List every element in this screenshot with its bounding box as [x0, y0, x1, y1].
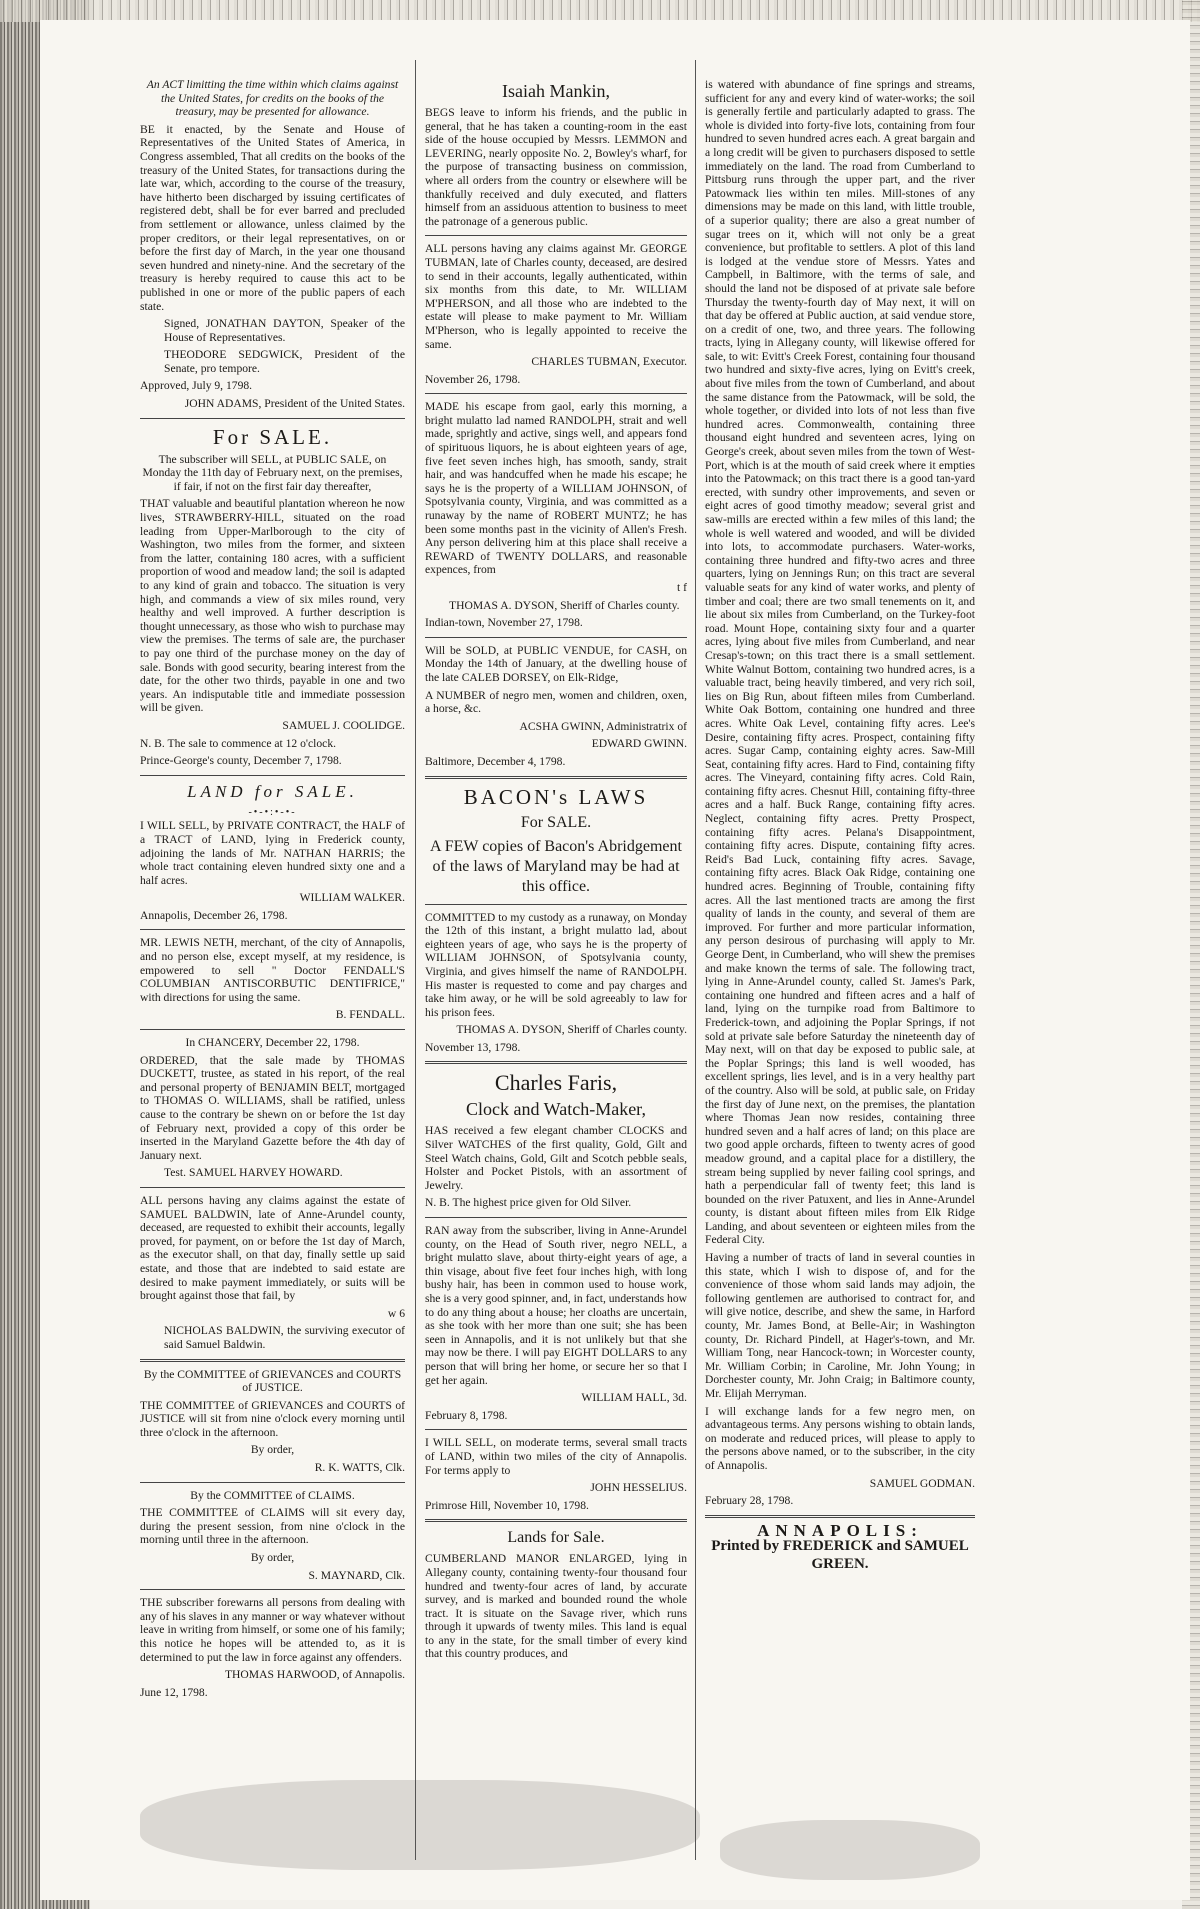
ad-signature: JOHN HESSELIUS.: [590, 1481, 687, 1495]
divider: [705, 1515, 975, 1518]
dentifrice-ad: [140, 936, 405, 1022]
divider: [140, 929, 405, 930]
ad-order: By order,: [250, 1551, 295, 1565]
scan-smudge: [720, 1820, 980, 1880]
ad-signature: S. MAYNARD, Clk.: [308, 1568, 405, 1582]
ad-date: November 13, 1798.: [425, 1040, 521, 1054]
ad-body: I WILL SELL, on moderate terms, several small tracts of LAND, within two miles of the city of Annapolis. For terms apply to: [425, 1436, 687, 1477]
tubman-estate-notice: [425, 242, 687, 386]
ad-date: Baltimore, December 4, 1798.: [425, 754, 566, 768]
ad-heading: Lands for Sale.: [507, 1529, 605, 1547]
ad-signature: THOMAS A. DYSON, Sheriff of Charles county.: [456, 1023, 687, 1037]
divider: [425, 1519, 687, 1522]
act-signature: JOHN ADAMS, President of the United States.: [184, 397, 405, 411]
divider: [140, 775, 405, 776]
ad-date: Indian-town, November 27, 1798.: [425, 616, 583, 630]
divider: [425, 904, 687, 905]
divider: [425, 393, 687, 394]
ad-signature: R. K. WATTS, Clk.: [314, 1461, 405, 1475]
column-middle: [425, 78, 687, 1668]
grievances-notice: [140, 1368, 405, 1475]
ad-body: A FEW copies of Bacon's Abridgement of the laws of Maryland may be had at this office.: [430, 837, 682, 895]
ad-intro: The subscriber will SELL, at PUBLIC SALE, on Monday the 11th day of February next, on the premises, if fair, if not on the first fair day thereafter,: [142, 452, 403, 493]
column-rule: [415, 60, 416, 1860]
ad-body: MR. LEWIS NETH, merchant, of the city of Annapolis, and no person else, except myself, at my residence, is empowered to sell " Doctor FENDALL'S COLUMBIAN ANTISCORBUTIC DENTIFRICE," with directions for using the same.: [140, 936, 405, 1004]
ad-intro: Will be SOLD, at PUBLIC VENDUE, for CASH, on Monday the 14th of January, at the dwelling house of the late CALEB DORSEY, on Elk-Ridge,: [425, 643, 687, 684]
mankin-ad: [425, 80, 687, 228]
ad-signature: Test. SAMUEL HARVEY HOWARD.: [164, 1166, 343, 1180]
ad-signature: WILLIAM HALL, 3d.: [581, 1391, 687, 1405]
ad-body: HAS received a few elegant chamber CLOCKS and Silver WATCHES of the first quality, Gold, Gilt and Steel Watch chains, Gold, Gilt and Scotch pebble seals, Holster and Pocket Pistols, with an assortment of Jewelry.: [425, 1124, 687, 1192]
divider: [425, 776, 687, 779]
ad-heading: Isaiah Mankin,: [502, 81, 610, 101]
divider: [425, 1217, 687, 1218]
faris-ad: [425, 1070, 687, 1210]
divider: [140, 1029, 405, 1030]
nell-runaway-notice: [425, 1224, 687, 1422]
ad-heading: By the COMMITTEE of GRIEVANCES and COURTS of JUSTICE.: [143, 1367, 402, 1395]
act-body: BE it enacted, by the Senate and House of Representatives of the United States of America, in Congress assembled, That all credits on the books of the treasury of the United States, for transactions during the late war, which, according to the course of the treasury, have hitherto been discharged by issuing certificates of registered debt, shall be for ever barred and precluded from settlement or allowance, unless claimed by the proper creditors, or their legal representatives, on or before the first day of March, in the year one thousand seven hundred and ninety-nine. And the secretary of the treasury is hereby required to cause this act to be published in one or more of the public papers of each state.: [140, 122, 405, 313]
divider: [425, 235, 687, 236]
column-rule: [695, 60, 696, 1860]
ad-signature: B. FENDALL.: [335, 1008, 405, 1022]
chancery-notice: [140, 1036, 405, 1180]
divider: [140, 1187, 405, 1188]
ad-body: CUMBERLAND MANOR ENLARGED, lying in Allegany county, containing twenty-four thousand four hundred and twenty-four acres of land, by accurate survey, and is marked and bounded round the whole tract. It is situate on the Savage river, which runs through it upwards of twenty miles. This land is equal to any in the state, for the small timber of every kind that this country produces, and: [425, 1552, 687, 1661]
imprint-body: Printed by FREDERICK and SAMUEL GREEN.: [711, 1538, 969, 1573]
harwood-notice: [140, 1596, 405, 1699]
ad-subheading: Clock and Watch-Maker,: [466, 1099, 646, 1120]
imprint-title: ANNAPOLIS:: [757, 1520, 923, 1540]
ad-date: Annapolis, December 26, 1798.: [140, 908, 288, 922]
ad-heading: In CHANCERY, December 22, 1798.: [185, 1036, 360, 1050]
divider: [140, 1359, 405, 1362]
for-sale-ad: [140, 425, 405, 768]
act-signature: Signed, JONATHAN DAYTON, Speaker of the House of Representatives.: [164, 317, 405, 344]
ad-signature: WILLIAM WALKER.: [299, 891, 405, 905]
ad-body: BEGS leave to inform his friends, and the public in general, that he has taken a counting-room in the east side of the house occupied by Messrs. LEMMON and LEVERING, nearly opposite No. 2, Bowley's wharf, for the purpose of transacting business on commission, where all orders from the country or elsewhere will be thankfully received and duly executed, and flatters himself from an assiduous attention to business to meet the patronage of a generous public.: [425, 106, 687, 228]
ad-body: ALL persons having any claims against Mr. GEORGE TUBMAN, late of Charles county, deceased, are desired to send in their accounts, legally authenticated, within six months from this date, to Mr. WILLIAM M'PHERSON, and all those who are indebted to the estate will please to make payment to Mr. William M'Pherson, who is legally appointed to receive the same.: [425, 242, 687, 351]
divider: [425, 637, 687, 638]
claims-notice: [140, 1489, 405, 1583]
ad-body: THE COMMITTEE of GRIEVANCES and COURTS of JUSTICE will sit from nine o'clock every morning until three o'clock in the afternoon.: [140, 1398, 405, 1439]
ad-body: ALL persons having any claims against the estate of SAMUEL BALDWIN, late of Anne-Arundel county, deceased, are requested to exhibit their accounts, legally proved, for payment, on or before the 1st day of March, as the executor shall, on that day, finally settle up said estate, and those that are indebted to said estate are desired to make payment immediately, or suits will be brought against those that fail, by: [140, 1193, 405, 1303]
act-signature: THEODORE SEDGWICK, President of the Senate, pro tempore.: [164, 348, 405, 375]
ad-signature: THOMAS A. DYSON, Sheriff of Charles county.: [449, 598, 680, 612]
divider: [425, 1429, 687, 1430]
page-top-edge: [0, 0, 1200, 22]
committed-notice: [425, 911, 687, 1055]
ad-signature: SAMUEL J. COOLIDGE.: [282, 718, 405, 732]
ad-body: A NUMBER of negro men, women and children, oxen, a horse, &c.: [425, 688, 687, 716]
ad-date: November 26, 1798.: [425, 372, 521, 386]
divider: [425, 1061, 687, 1064]
ad-heading: By the COMMITTEE of CLAIMS.: [190, 1488, 355, 1502]
ad-body: THE subscriber forewarns all persons from dealing with any of his slaves in any manner or way whatever without leave in writing from himself, or some one of his family; this notice he hopes will be attended to, as it is determined to put the law in force against any offenders.: [140, 1596, 405, 1664]
scan-smudge: [140, 1780, 700, 1870]
ad-body: COMMITTED to my custody as a runaway, on Monday the 12th of this instant, a bright mulatto lad, about eighteen years of age, who says he is the property of WILLIAM JOHNSON, of Spotsylvania county, Virginia, and gives himself the name of RANDOLPH. His master is requested to come and pay charges and take him away, or he will be sold agreeably to law for his prison fees.: [425, 910, 687, 1019]
ad-signature: SAMUEL GODMAN.: [869, 1476, 975, 1490]
imprint: [705, 1520, 975, 1574]
act-notice: [140, 78, 405, 411]
ad-note: N. B. The highest price given for Old Silver.: [425, 1196, 632, 1210]
ad-heading: LAND for SALE.: [187, 781, 358, 801]
act-approved: Approved, July 9, 1798.: [140, 379, 253, 393]
printer-mark: t f: [677, 581, 687, 594]
baldwin-estate-notice: [140, 1194, 405, 1352]
ad-heading: Charles Faris,: [494, 1070, 618, 1096]
printer-mark: w 6: [387, 1306, 405, 1320]
ad-heading: BACON's LAWS: [463, 784, 649, 809]
ad-body: THE COMMITTEE of CLAIMS will sit every day, during the present session, from nine o'clock in the morning until three in the afternoon.: [140, 1506, 405, 1547]
column-left: [140, 78, 405, 1706]
ad-date: June 12, 1798.: [140, 1685, 208, 1699]
lands-for-sale-ad: [425, 1528, 687, 1661]
divider: [140, 1482, 405, 1483]
ad-date: February 8, 1798.: [425, 1408, 508, 1422]
ornament: -•-•:•-•-: [248, 806, 297, 818]
ad-signature: ACSHA GWINN, Administratrix of: [519, 719, 687, 733]
ad-body: is watered with abundance of fine springs and streams, sufficient for any and every kind of water-works; the soil is generally fertile and particularly adapted to grass. The whole is divided into forty-five lots, containing from four hundred to seven hundred acres each. A great bargain and a long credit will be given to purchasers disposed to settle immediately on the land. The road from Cumberland to Pittsburg runs through the upper part, and the river Patowmack lies within ten miles. Mill-stones of any dimensions may be made on this land, with little trouble, of a superior quality; there are also a great number of sugar trees on it, which will not only be a great convenience, but profitable to settlers. A plot of this land is lodged at the vendue store of Messrs. Yates and Campbell, in Baltimore, with the terms of sale, and should the land not be disposed of at private sale before Thursday the twenty-fourth day of May next, it will on that day be offered at Public auction, at said vendue store, on a credit of one, two, and three years. The following tracts, lying in Allegany county, will likewise offered for sale, to wit: Evitt's Creek Forest, containing four thousand two hundred and sixty-five acres, lying on Evitt's creek, about five miles from the town of Cumberland, and about the same distance from the Patowmack, will be sold, the whole together, or divided into lots of not less than five hundred acres. Commonwealth, containing three thousand eight hundred and seventeen acres, lying on George's creek, about seven miles from the town of West-Port, which is at the mouth of said creek where it empties into the Patowmack; on this tract there is a good tan-yard erected, with sundry other improvements, and seven or eight acres of good timothy meadow; several grist and saw-mills are erected within a few miles of this land; the whole is well watered and wooded, and will be divided into lots, to accommodate purchasers. Water-works, containing three hundred and fifty-two acres and three quarters, lying on Jennings Run; on this tract are several valuable seats for any kind of water works, and plenty of timber and coal; there are two small tenements on it, and lie about six miles from Cumberland, on the Turkey-foot road. Mount Hope, containing sixty four and a quarter acres, lying about five miles from Cumberland, and near Cresap's-town; on this tract there is a small settlement. White Walnut Bottom, containing two hundred acres, is a valuable tract, being heavily timbered, and very rich soil, lies on Big Run, about fifteen miles from Cumberland. White Oak Bottom, containing one hundred and three acres. White Oak Level, containing fifty acres. Lee's Desire, containing fifty acres. Prospect, containing fifty acres. Sugar Camp, containing eighty acres. Saw-Mill Seat, containing fifty acres. Hard to Find, containing fifty acres. The Vineyard, containing fifty acres. Cold Rain, containing fifty acres. Chesnut Hill, containing fifty-three acres and a half. Buck Range, containing fifty acres. Neglect, containing fifty acres. Pretty Prospect, containing fifty acres. Pelana's Disappointment, containing fifty acres. Dispute, containing fifty acres. Reid's Bad Luck, containing fifty acres. Savage, containing fifty acres. Black Oak Ridge, containing one hundred acres. Beginning of Trouble, containing fifty acres. All the last mentioned tracts are among the first quality of lands in the county, and several of them are improved. For further and more particular information, any person desirous of purchasing will apply to Mr. George Dent, in Cumberland, who will shew the premises and make known the terms of sale. The following tract, lying in Anne-Arundel county, called St. James's Park, containing one hundred and fifteen acres and a half of land, lying on the turnpike road from Baltimore to Frederick-town, and adjoining the Poplar Springs, if not sold at private sale before Saturday the nineteenth day of May next, will on that day be exposed to public sale, at the Poplar Springs; this land is well wooded, has excellent springs, lies level, and is in a very healthy part of the country. Also will be sold, at public sale, on Friday the first day of June next, on the premises, the plantation where Thomas Jean now resides, containing three hundred seven and a half acres of land; on this place are two good apple orchards, fifteen to twenty acres of good meadow ground, and a capital place for a distillery, the stream being supplied by never failing cool springs, and hath a perpendicular fall of twenty feet; this land is bounded on the river Patuxent, and lies in Anne-Arundel county, is distant about fifteen miles from Elk Ridge Landing, and about seventeen or eighteen miles from the Federal City.: [705, 78, 975, 1247]
ad-signature: NICHOLAS BALDWIN, the surviving executor of said Samuel Baldwin.: [164, 1324, 405, 1351]
column-right: [705, 78, 975, 1580]
ad-date: February 28, 1798.: [705, 1494, 794, 1508]
ad-subheading: For SALE.: [520, 813, 592, 831]
lands-for-sale-continued: [705, 78, 975, 1508]
ad-body: RAN away from the subscriber, living in Anne-Arundel county, on the Head of South river, negro NELL, a bright mulatto slave, about thirty-eight years of age, a thin visage, about five feet four inches high, with long bushy hair, has been in common used to house work, she is a very good spinner, and, in fact, understands how to do any thing about a house; her cloaths are uncertain, as she took with her more than one suit; she has been seen in Annapolis, and it is not unlikely but that she may now be there. I will pay EIGHT DOLLARS to any person that will bring her home, or secure her so that I get her again.: [425, 1224, 687, 1387]
vendue-notice: [425, 644, 687, 769]
ad-signature: THOMAS HARWOOD, of Annapolis.: [224, 1668, 405, 1682]
land-for-sale-ad: [140, 782, 405, 923]
ad-body: ORDERED, that the sale made by THOMAS DUCKETT, trustee, as stated in his report, of the real and personal property of BENJAMIN BELT, mortgaged to THOMAS O. WILLIAMS, shall be ratified, unless cause to the contrary be shewn on or before the 1st day of February next, provided a copy of this order be inserted in the Maryland Gazette before the 4th day of January next.: [140, 1053, 405, 1162]
bacon-laws-ad: [425, 785, 687, 897]
ad-note: N. B. The sale to commence at 12 o'clock.: [140, 736, 337, 750]
divider: [140, 1589, 405, 1590]
ad-signature: EDWARD GWINN.: [591, 737, 687, 751]
divider: [140, 418, 405, 419]
ad-body: THAT valuable and beautiful plantation whereon he now lives, STRAWBERRY-HILL, situated on the road leading from Upper-Marlborough to the city of Washington, two miles from the former, and sixteen from the latter, containing 180 acres, with a sufficient proportion of wood and meadow land; the soil is adapted to any kind of grain and tobacco. The situation is very high, and commands a view of six miles round, very healthy and well improved. A further description is thought unnecessary, as those who wish to purchase may view the premises. The terms of sale are, the purchaser to pay one third of the purchase money on the day of sale. Bonds with good security, bearing interest from the date, for the other two thirds, payable in one and two years. An indisputable title and immediate possession will be given.: [140, 497, 405, 715]
ad-order: By order,: [250, 1443, 295, 1457]
ad-date: Prince-George's county, December 7, 1798.: [140, 754, 342, 768]
ad-body: Having a number of tracts of land in several counties in this state, which I wish to dispose of, and for the convenience of those whom said lands may adjoin, the following gentlemen are authorised to contract for, and will give notice, describe, and shew the same, in Harford county, Mr. James Bond, at Belle-Air; in Washington county, Dr. Richard Pindell, at Hager's-town, and Mr. William Tong, near Hancock-town; in Worcester county, Mr. William Corbin; in Caroline, Mr. John Young; in Dorchester county, Mr. John Craig; in Baltimore county, Mr. Elijah Merryman.: [705, 1251, 975, 1400]
act-title: An ACT limitting the time within which claims against the United States, for credits on the books of the treasury, may be presented for allowance.: [146, 78, 399, 119]
ad-body: I will exchange lands for a few negro men, on advantageous terms. Any persons wishing to obtain lands, on moderate and reduced prices, will please to apply to the persons above named, or to the subscriber, in the city of Annapolis.: [705, 1404, 975, 1472]
ad-date: Primrose Hill, November 10, 1798.: [425, 1498, 589, 1512]
hesselius-ad: [425, 1436, 687, 1512]
randolph-escape-notice: [425, 400, 687, 630]
ad-body: I WILL SELL, by PRIVATE CONTRACT, the HALF of a TRACT of LAND, lying in Frederick county, adjoining the lands of Mr. NATHAN HARRIS; the whole tract containing eleven hundred sixty one and a half acres.: [140, 819, 405, 887]
ad-body: MADE his escape from gaol, early this morning, a bright mulatto lad named RANDOLPH, strait and well made, sprightly and active, sings well, and appears fond of spirituous liquors, he is about eighteen years of age, five feet seven inches high, has smooth, sandy, strait hair, and was handcuffed when he made his escape; he says he is the property of a WILLIAM JOHNSON, of Spotsylvania county, Virginia, and was committed as a runaway by the name of ROBERT MUNTZ; he has been some months past in the vicinity of Allen's Fresh. Any person delivering him at this place shall receive a REWARD of TWENTY DOLLARS, and reasonable expences, from: [425, 400, 687, 577]
ad-signature: CHARLES TUBMAN, Executor.: [531, 355, 687, 369]
ad-heading: For SALE.: [212, 424, 333, 449]
